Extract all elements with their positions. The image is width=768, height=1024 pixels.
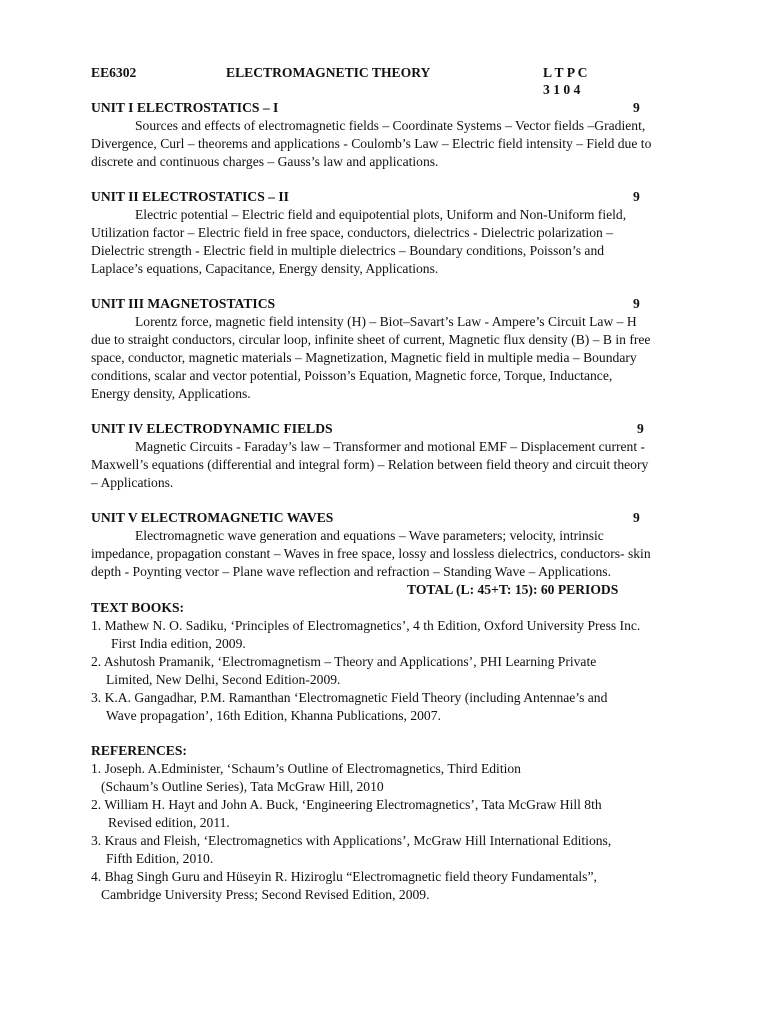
unit-3-heading: UNIT III MAGNETOSTATICS bbox=[91, 296, 276, 311]
unit-3-line: space, conductor, magnetic materials – Magnetization, Magnetic field in multiple media – Boundary bbox=[91, 350, 637, 365]
unit-4-line: Maxwell’s equations (differential and integral form) – Relation between field theory and circuit theory bbox=[91, 457, 649, 472]
text-book-line: 2. Ashutosh Pramanik, ‘Electromagnetism – Theory and Applications’, PHI Learning Private bbox=[91, 654, 597, 669]
unit-2-hours: 9 bbox=[633, 189, 640, 204]
unit-3-hours: 9 bbox=[633, 296, 640, 311]
text-book-line: 1. Mathew N. O. Sadiku, ‘Principles of Electromagnetics’, 4 th Edition, Oxford University Press Inc. bbox=[91, 618, 641, 633]
unit-5-line: Electromagnetic wave generation and equations – Wave parameters; velocity, intrinsic bbox=[135, 528, 604, 543]
ltpc-label: L T P C bbox=[543, 65, 588, 80]
unit-1-line: Sources and effects of electromagnetic fields – Coordinate Systems – Vector fields –Gradient, bbox=[135, 118, 646, 133]
reference-line: Cambridge University Press; Second Revised Edition, 2009. bbox=[101, 887, 430, 902]
unit-5-hours: 9 bbox=[633, 510, 640, 525]
course-code: EE6302 bbox=[91, 65, 137, 80]
unit-1-hours: 9 bbox=[633, 100, 640, 115]
unit-4-hours: 9 bbox=[637, 421, 644, 436]
unit-1-line: Divergence, Curl – theorems and applications - Coulomb’s Law – Electric field intensity – Field due to bbox=[91, 136, 652, 151]
unit-2-line: Laplace’s equations, Capacitance, Energy density, Applications. bbox=[91, 261, 439, 276]
unit-2-heading: UNIT II ELECTROSTATICS – II bbox=[91, 189, 289, 204]
text-book-line: Wave propagation’, 16th Edition, Khanna Publications, 2007. bbox=[106, 708, 441, 723]
unit-3-line: Lorentz force, magnetic field intensity (H) – Biot–Savart’s Law - Ampere’s Circuit Law – H bbox=[135, 314, 637, 329]
unit-5-line: depth - Poynting vector – Plane wave reflection and refraction – Standing Wave – Applications. bbox=[91, 564, 611, 579]
total-periods: TOTAL (L: 45+T: 15): 60 PERIODS bbox=[407, 582, 619, 597]
references-heading: REFERENCES: bbox=[91, 743, 187, 758]
unit-3-line: Energy density, Applications. bbox=[91, 386, 251, 401]
reference-line: Fifth Edition, 2010. bbox=[106, 851, 214, 866]
unit-3-line: conditions, scalar and vector potential, Poisson’s Equation, Magnetic force, Torque, Inductance, bbox=[91, 368, 613, 383]
unit-5-heading: UNIT V ELECTROMAGNETIC WAVES bbox=[91, 510, 334, 525]
reference-line: 2. William H. Hayt and John A. Buck, ‘Engineering Electromagnetics’, Tata McGraw Hill 8th bbox=[91, 797, 602, 812]
reference-line: 1. Joseph. A.Edminister, ‘Schaum’s Outline of Electromagnetics, Third Edition bbox=[91, 761, 521, 776]
reference-line: Revised edition, 2011. bbox=[108, 815, 230, 830]
text-book-line: Limited, New Delhi, Second Edition-2009. bbox=[106, 672, 341, 687]
text-books-heading: TEXT BOOKS: bbox=[91, 600, 185, 615]
unit-1-heading: UNIT I ELECTROSTATICS – I bbox=[91, 100, 279, 115]
unit-3-line: due to straight conductors, circular loop, infinite sheet of current, Magnetic flux density (B) – B in free bbox=[91, 332, 651, 347]
text-book-line: First India edition, 2009. bbox=[111, 636, 246, 651]
text-book-line: 3. K.A. Gangadhar, P.M. Ramanthan ‘Electromagnetic Field Theory (including Antennae’s and bbox=[91, 690, 608, 705]
unit-2-line: Utilization factor – Electric field in free space, conductors, dielectrics - Dielectric polarization – bbox=[91, 225, 613, 240]
reference-line: 4. Bhag Singh Guru and Hüseyin R. Hiziroglu “Electromagnetic field theory Fundamentals”, bbox=[91, 869, 597, 884]
unit-5-line: impedance, propagation constant – Waves in free space, lossy and lossless dielectrics, conductors- skin bbox=[91, 546, 651, 561]
reference-line: 3. Kraus and Fleish, ‘Electromagnetics with Applications’, McGraw Hill International Editions, bbox=[91, 833, 612, 848]
unit-2-line: Electric potential – Electric field and equipotential plots, Uniform and Non-Uniform field, bbox=[135, 207, 627, 222]
unit-4-line: Magnetic Circuits - Faraday’s law – Transformer and motional EMF – Displacement current - bbox=[135, 439, 646, 454]
course-title: ELECTROMAGNETIC THEORY bbox=[226, 65, 431, 80]
ltpc-values: 3 1 0 4 bbox=[543, 82, 581, 97]
unit-4-heading: UNIT IV ELECTRODYNAMIC FIELDS bbox=[91, 421, 333, 436]
unit-2-line: Dielectric strength - Electric field in multiple dielectrics – Boundary conditions, Poisson’s and bbox=[91, 243, 605, 258]
unit-4-line: – Applications. bbox=[91, 475, 174, 490]
reference-line: (Schaum’s Outline Series), Tata McGraw Hill, 2010 bbox=[101, 779, 384, 794]
unit-1-line: discrete and continuous charges – Gauss’s law and applications. bbox=[91, 154, 439, 169]
